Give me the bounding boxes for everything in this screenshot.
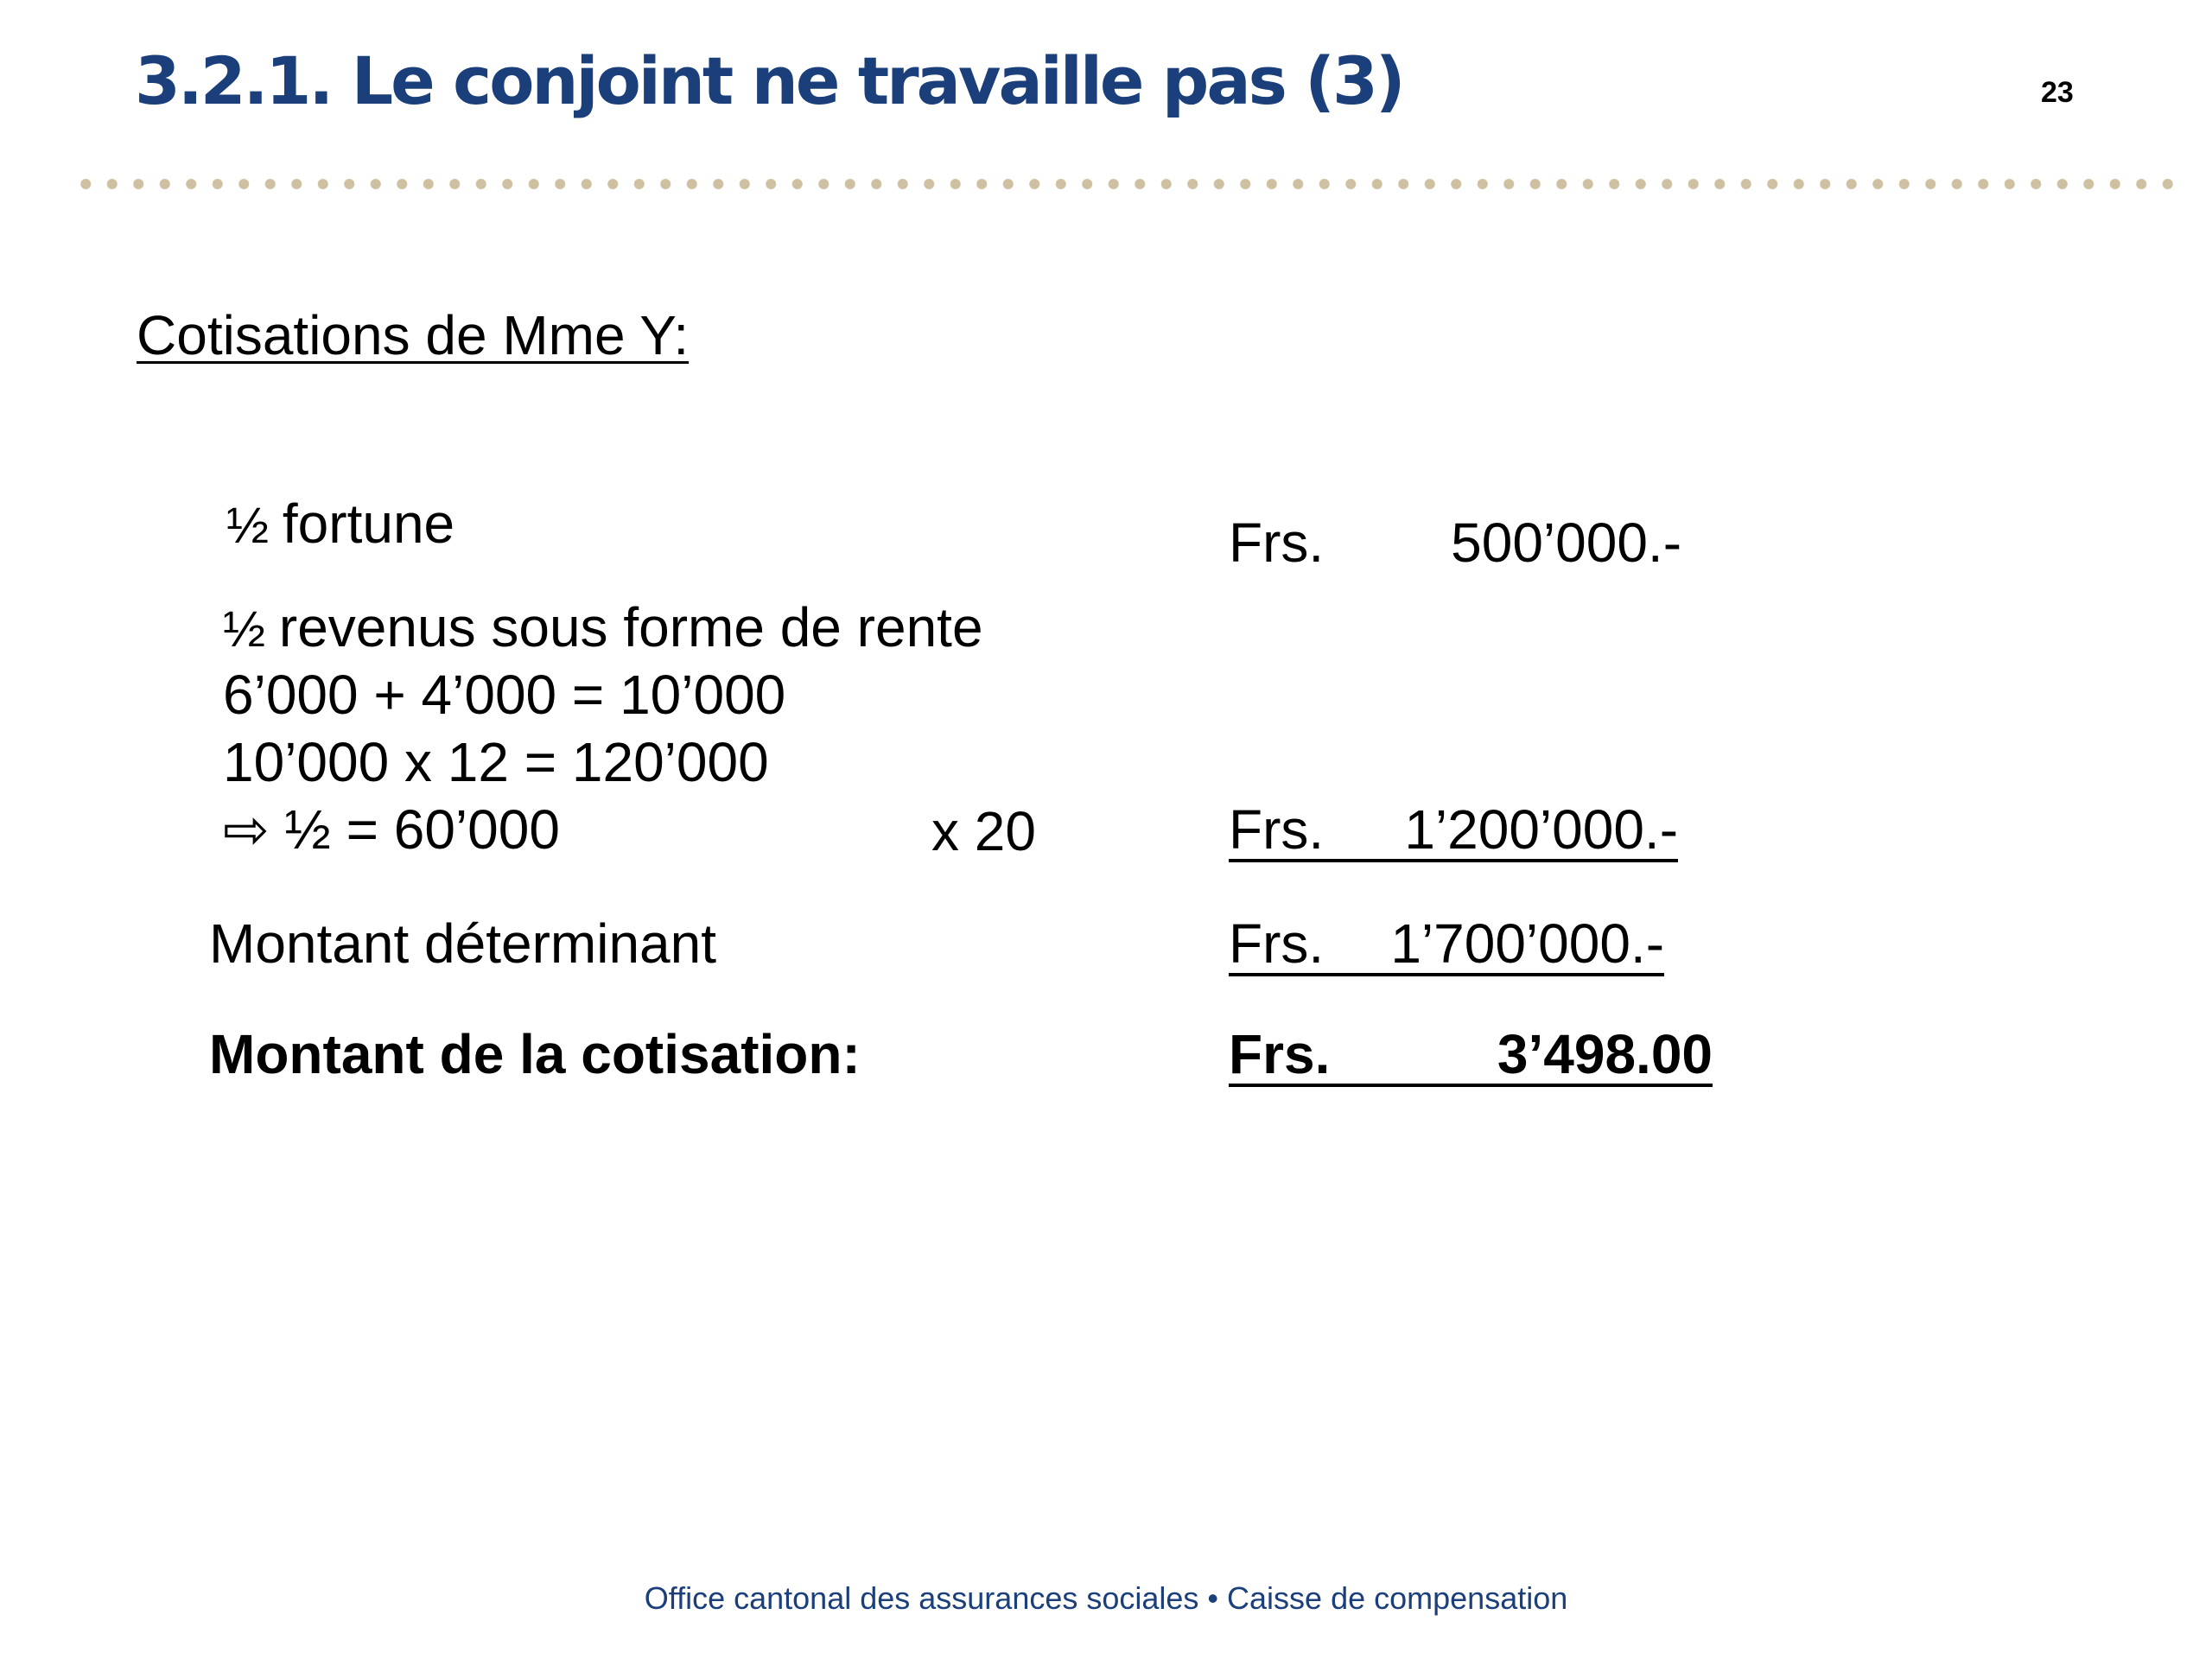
determinant-amount: 1’700’000.-	[1390, 912, 1664, 975]
arrow-right-icon: ⇨	[223, 798, 270, 861]
revenus-multiplier: x 20	[931, 800, 1036, 862]
page-number: 23	[2041, 76, 2074, 109]
fortune-currency: Frs.	[1229, 512, 1325, 574]
cotisation-label: Montant de la cotisation:	[209, 1023, 861, 1085]
cotisation-amount-row	[1229, 1023, 1713, 1087]
fortune-fraction: ½	[226, 498, 268, 554]
revenus-label	[223, 596, 983, 658]
revenus-half-text: ½ = 60’000	[269, 798, 560, 861]
revenus-currency: Frs.	[1229, 798, 1325, 861]
revenus-text: revenus sous forme de rente	[264, 596, 983, 658]
determinant-amount-row	[1229, 912, 1664, 976]
dotted-divider	[73, 178, 2184, 190]
revenus-annual-line: 10’000 x 12 = 120’000	[223, 731, 769, 793]
revenus-half-line	[223, 798, 560, 861]
determinant-label: Montant déterminant	[209, 912, 716, 975]
slide-title: 3.2.1. Le conjoint ne travaille pas (3)	[135, 42, 1403, 119]
revenus-amount-row	[1229, 798, 1678, 862]
cotisation-amount: 3’498.00	[1497, 1023, 1713, 1085]
fortune-amount: 500’000.-	[1451, 512, 1681, 574]
cotisation-currency: Frs.	[1229, 1023, 1331, 1085]
section-heading: Cotisations de Mme Y:	[137, 304, 690, 366]
revenus-fraction: ½	[223, 601, 264, 658]
revenus-amount: 1’200’000.-	[1404, 798, 1678, 861]
fortune-text: fortune	[267, 493, 455, 555]
revenus-sum-line: 6’000 + 4’000 = 10’000	[223, 664, 786, 726]
determinant-currency: Frs.	[1229, 912, 1325, 975]
fortune-label	[226, 493, 455, 555]
fortune-amount-row	[1229, 512, 1681, 574]
footer-text: Office cantonal des assurances sociales • Caisse de compensation	[644, 1580, 1568, 1616]
